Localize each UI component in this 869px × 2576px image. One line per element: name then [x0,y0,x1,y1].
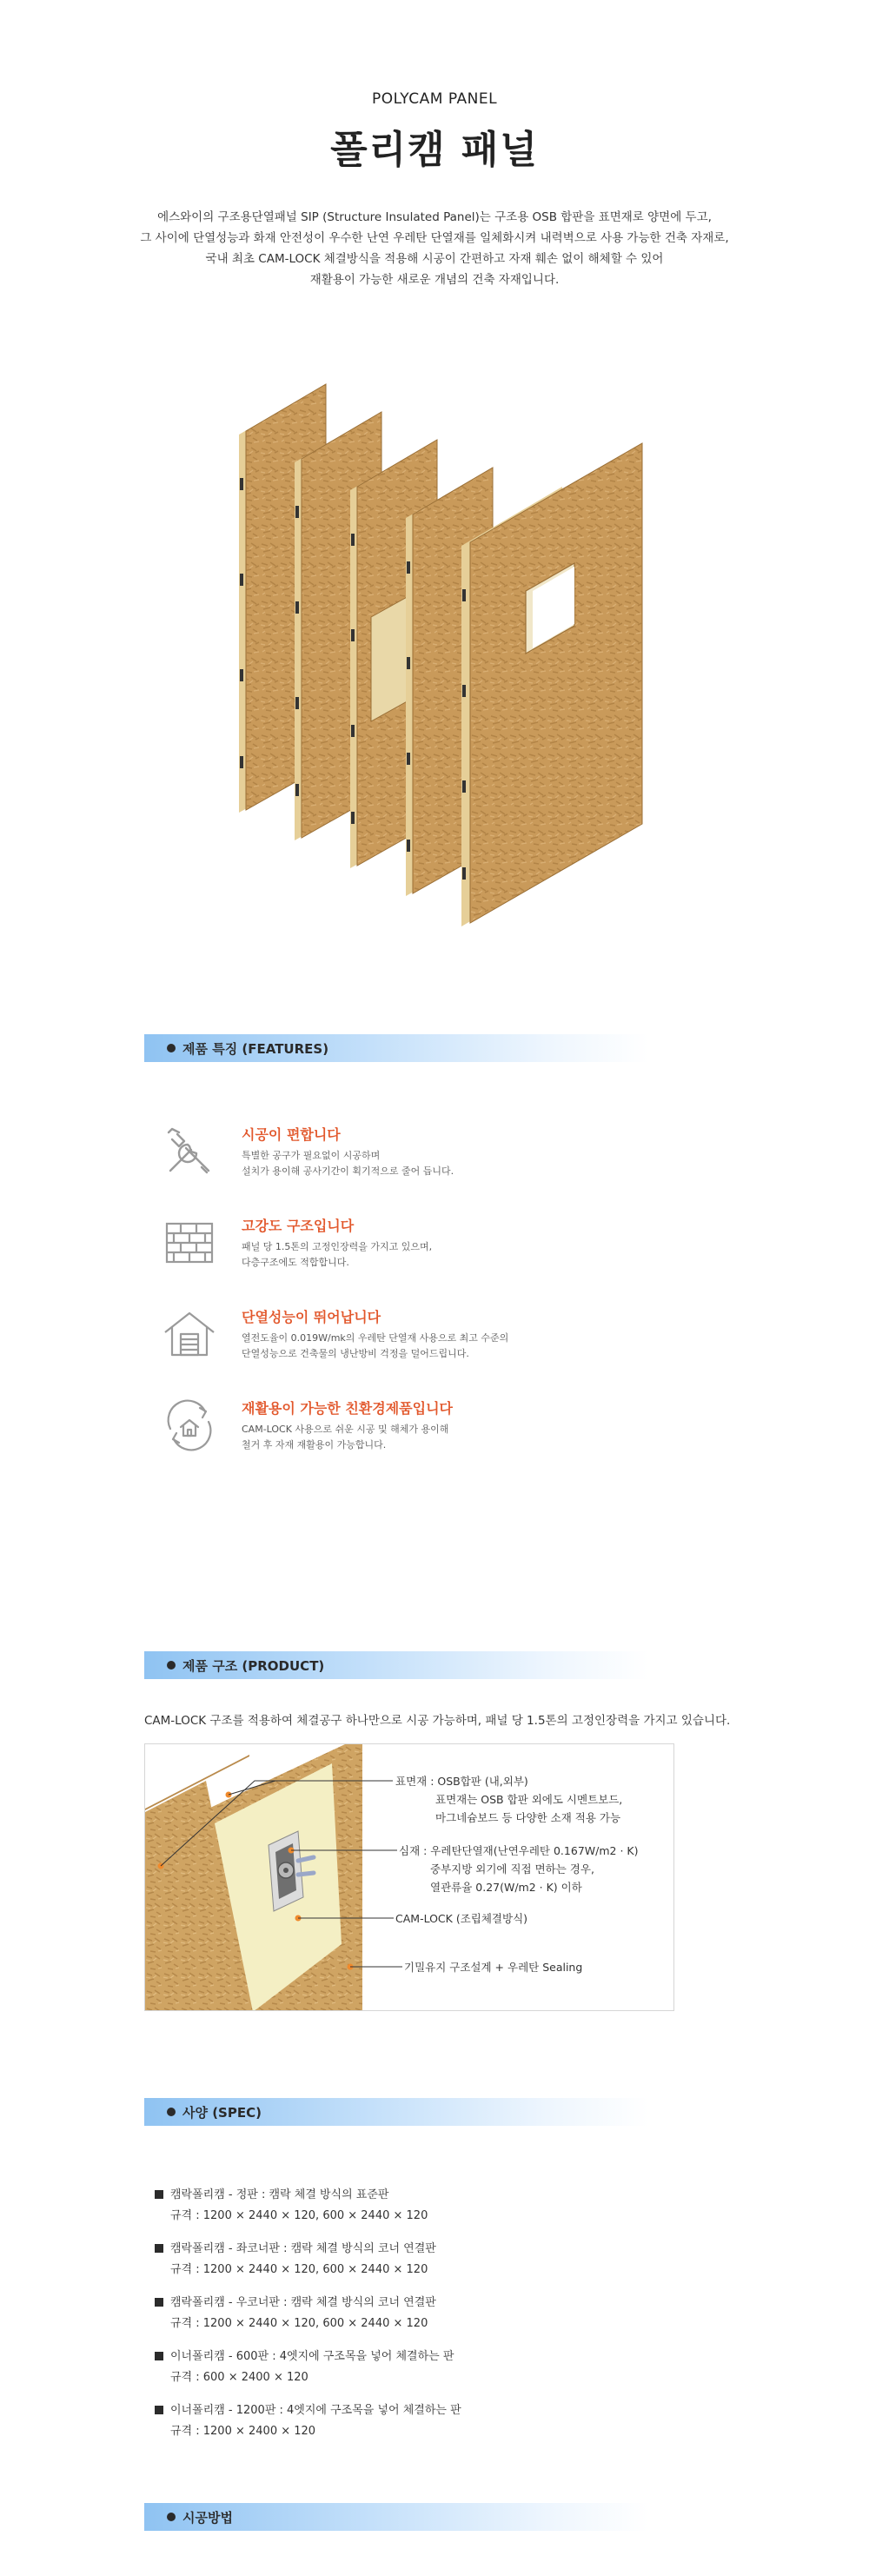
callout-core [399,1842,638,1896]
spec-item [155,2239,436,2281]
feature-item [162,1124,596,1179]
product-structure-figure [144,1743,674,2011]
feature-item [162,1398,648,1453]
square-bullet-icon [155,2298,163,2307]
panels-illustration [222,330,656,939]
feature-desc-line: 철거 후 자재 재활용이 가능합니다. [242,1439,387,1451]
section-bullet [167,1661,176,1670]
spec-item [155,2400,461,2442]
section-title: 제품 구조 (PRODUCT) [182,1658,325,1674]
section-bullet [167,1044,176,1052]
callout-line: 표면재는 OSB 합판 외에도 시멘트보드, [435,1793,623,1806]
house-insulation-icon [162,1306,217,1362]
feature-desc-line: CAM-LOCK 사용으로 쉬운 시공 및 해체가 용이해 [242,1424,449,1435]
callout-line: 심재 : 우레탄단열재(난연우레탄 0.167W/m2 · K) [399,1844,639,1857]
feature-title: 재활용이 가능한 친환경제품입니다 [242,1400,453,1417]
section-header-product [144,1651,648,1679]
spec-title: 캠락폴리캠 - 정판 : 캠락 체결 방식의 표준판 [170,2188,389,2201]
feature-title: 시공이 편합니다 [242,1126,341,1143]
recycle-house-icon [162,1398,217,1453]
feature-title: 단열성능이 뛰어납니다 [242,1309,381,1325]
intro-line: 재활용이 가능한 새로운 개념의 건축 자재입니다. [309,273,560,287]
spec-title: 캠락폴리캠 - 우코너판 : 캠락 체결 방식의 코너 연결판 [170,2296,436,2309]
intro-line: 국내 최초 CAM-LOCK 체결방식을 적용해 시공이 간편하고 자재 훼손 없이 해체할 수 있어 [205,252,664,266]
feature-item [162,1215,596,1271]
feature-desc-line: 특별한 공구가 필요없이 시공하며 [242,1150,381,1161]
feature-desc-line: 패널 당 1.5톤의 고정인장력을 가지고 있으며, [242,1241,433,1252]
callout-line: 중부지방 외기에 직접 면하는 경우, [430,1862,594,1876]
spec-title: 이너폴리캠 - 1200판 : 4엣지에 구조목을 넣어 체결하는 판 [170,2404,461,2417]
section-header-features [144,1034,648,1062]
eyebrow-title: POLYCAM PANEL [371,90,498,108]
section-header-method [144,2503,648,2531]
section-title: 시공방법 [182,2510,233,2526]
section-header-spec [144,2098,648,2126]
section-title: 사양 (SPEC) [182,2105,262,2121]
callout-sealing: 기밀유지 구조설계 + 우레탄 Sealing [404,1961,583,1974]
callout-line: 마그네슘보드 등 다양한 소재 적용 가능 [435,1811,621,1824]
spec-size: 규격 : 600 × 2400 × 120 [170,2371,308,2384]
square-bullet-icon [155,2406,163,2414]
feature-desc [242,1422,448,1453]
spec-item [155,2293,436,2334]
callout-surface [395,1772,622,1827]
feature-desc-line: 단열성능으로 건축물의 냉난방비 걱정을 덜어드립니다. [242,1348,469,1359]
feature-title: 고강도 구조입니다 [242,1218,355,1234]
section-title: 제품 특징 (FEATURES) [182,1041,329,1057]
callout-camlock: CAM-LOCK (조립체결방식) [395,1912,528,1925]
spec-item [155,2185,428,2227]
feature-desc [242,1331,508,1362]
brick-wall-icon [162,1215,217,1271]
feature-desc [242,1239,432,1271]
feature-desc-line: 열전도율이 0.019W/mk의 우레탄 단열재 사용으로 최고 수준의 [242,1332,509,1344]
intro-line: 에스와이의 구조용단열패널 SIP (Structure Insulated Panel)는 구조용 OSB 합판을 표면재로 양면에 두고, [157,210,712,224]
callout-line: 표면재 : OSB합판 (내,외부) [395,1775,528,1788]
square-bullet-icon [155,2244,163,2253]
section-bullet [167,2513,176,2521]
spec-item [155,2347,454,2388]
feature-desc [242,1148,454,1179]
spec-title: 캠락폴리캠 - 좌코너판 : 캠락 체결 방식의 코너 연결판 [170,2242,436,2255]
spec-size: 규격 : 1200 × 2440 × 120, 600 × 2440 × 120 [170,2209,428,2222]
spec-title: 이너폴리캠 - 600판 : 4엣지에 구조목을 넣어 체결하는 판 [170,2350,454,2363]
tools-icon [162,1124,217,1179]
page-title: 폴리캠 패널 [330,128,539,172]
spec-size: 규격 : 1200 × 2440 × 120, 600 × 2440 × 120 [170,2263,428,2276]
spec-size: 규격 : 1200 × 2440 × 120, 600 × 2440 × 120 [170,2317,428,2330]
square-bullet-icon [155,2190,163,2199]
feature-desc-line: 설치가 용이해 공사기간이 획기적으로 줄어 듭니다. [242,1165,454,1177]
callout-line: 열관류율 0.27(W/m2 · K) 이하 [430,1881,582,1894]
feature-desc-line: 다층구조에도 적합합니다. [242,1257,349,1268]
section-bullet [167,2108,176,2116]
product-description: CAM-LOCK 구조를 적용하여 체결공구 하나만으로 시공 가능하며, 패널 당 1.5톤의 고정인장력을 가지고 있습니다. [144,1714,731,1728]
spec-size: 규격 : 1200 × 2400 × 120 [170,2425,316,2438]
square-bullet-icon [155,2352,163,2360]
intro-line: 그 사이에 단열성능과 화재 안전성이 우수한 난연 우레탄 단열재를 일체화시켜 내력벽으로 사용 가능한 건축 자재로, [140,231,729,245]
intro-text [0,207,869,290]
feature-item [162,1306,648,1362]
